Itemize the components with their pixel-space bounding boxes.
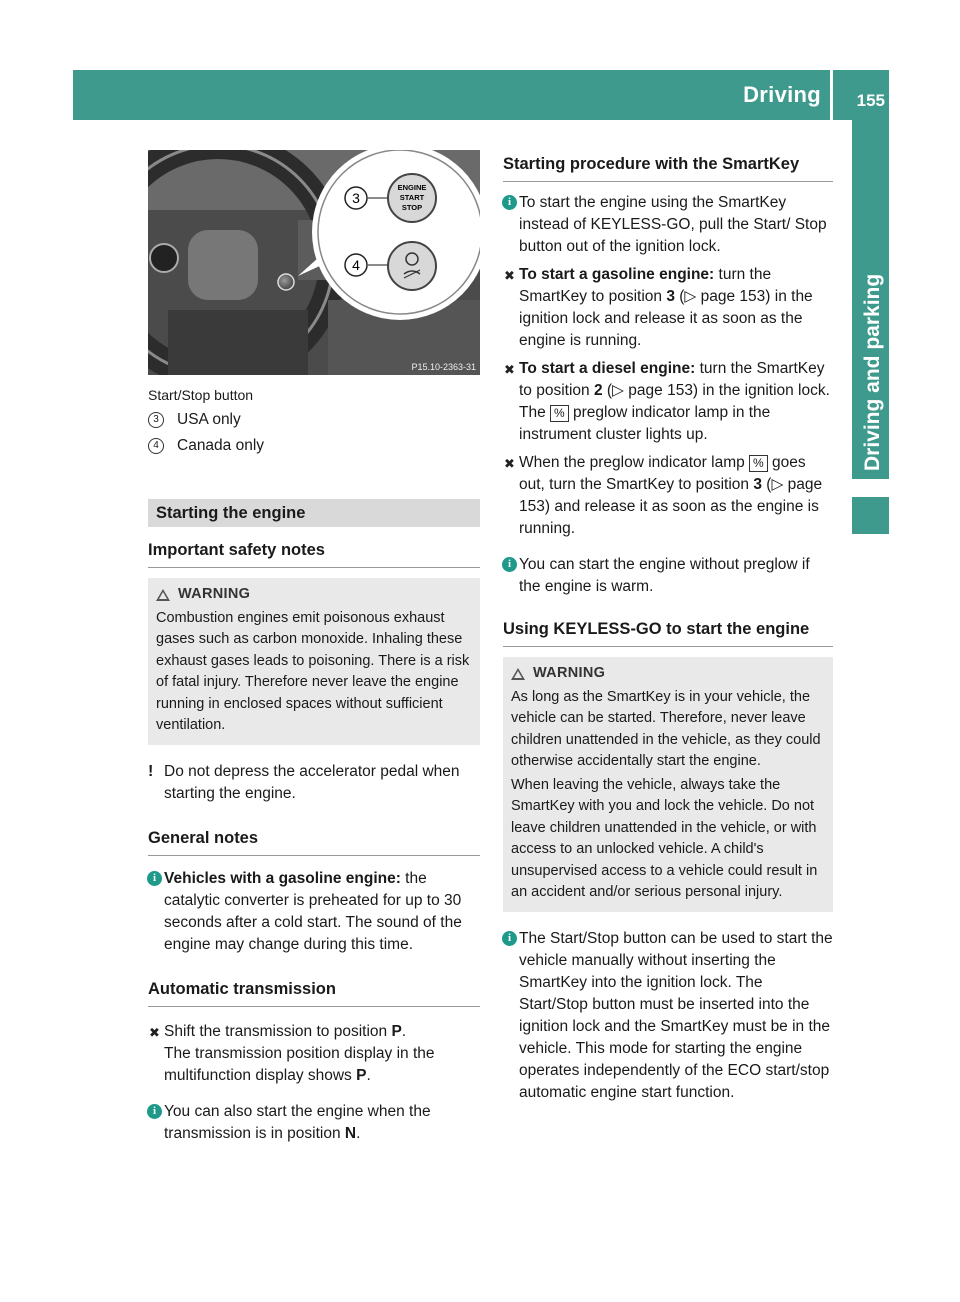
preglow-lamp-icon: %: [749, 455, 768, 472]
step-text: (▷ page 153) in the ignition lock.: [602, 382, 830, 399]
info-icon: i: [147, 1104, 162, 1119]
info-icon: i: [147, 871, 162, 886]
step-text: The transmission position display in the multifunction display shows: [164, 1044, 435, 1084]
button-label-line2: START: [399, 193, 425, 202]
step-bold: To start a diesel engine:: [519, 360, 696, 377]
start-stop-figure: [148, 150, 480, 375]
side-marker: [852, 497, 889, 534]
step-text: The: [519, 404, 551, 421]
preglow-lamp-icon: %: [550, 405, 569, 422]
header-bar: [73, 70, 889, 120]
position-value: 2: [593, 382, 603, 399]
steering-emblem: [150, 244, 178, 272]
info-bold: Vehicles with a gasoline engine:: [164, 869, 401, 887]
section-heading: Starting the engine: [148, 499, 480, 527]
info-paragraph: [503, 554, 833, 598]
exclamation-icon: !: [148, 762, 154, 780]
info-paragraph: [148, 868, 480, 956]
button-label-line3: STOP: [401, 203, 423, 212]
info-paragraph: [503, 192, 833, 258]
subsection-heading: General notes: [148, 827, 480, 856]
info-text: The Start/Stop button can be used to start the vehicle manually without inserting the SmartKey into the ignition lock. The Start/Stop button must be inserted into the ignition lock and the SmartKey must be in the vehicle. This mode for starting the engine operates independently of the ECO start/stop automatic engine start function.: [519, 929, 833, 1101]
warning-triangle-icon: [156, 589, 170, 601]
info-text: You can also start the engine when the transmission is in position: [164, 1102, 431, 1142]
step-text: When the preglow indicator lamp: [519, 454, 750, 471]
subsection-heading: Automatic transmission: [148, 978, 480, 1007]
callout-number: 4: [148, 438, 164, 454]
step-text: (▷ page 153) and release it as soon as the engine is running.: [519, 476, 823, 537]
step-text: turn the SmartKey to position: [519, 360, 825, 399]
subsection-heading: Starting procedure with the SmartKey: [503, 153, 833, 182]
step-paragraph: [148, 1021, 480, 1087]
figure-code: P15.10-2363-31: [411, 362, 476, 372]
step-paragraph: [503, 264, 833, 352]
warning-title: [511, 663, 825, 685]
warning-triangle-icon: [511, 668, 525, 680]
step-paragraph: [503, 358, 833, 446]
info-text: .: [356, 1124, 361, 1142]
callout-number: 3: [148, 412, 164, 428]
position-value: P: [391, 1022, 402, 1040]
note-text: Do not depress the accelerator pedal when starting the engine.: [164, 762, 460, 802]
warning-label: WARNING: [178, 586, 251, 602]
warning-text: Combustion engines emit poisonous exhaust gases such as carbon monoxide. Inhaling these exhaust gases leads to poisoning. There is a risk of fatal injury. Therefore never leave the engine running in enclosed spaces without sufficient ventilation.: [156, 609, 470, 733]
step-text: Shift the transmission to position: [164, 1022, 392, 1040]
step-text: .: [401, 1022, 407, 1040]
note-paragraph: [148, 761, 480, 805]
info-icon: i: [502, 557, 517, 572]
step-marker-icon: ✖: [504, 268, 515, 283]
callout-item: [148, 409, 480, 431]
warning-text: As long as the SmartKey is in your vehicle, the vehicle can be started. Therefore, never leave children unattended in the vehicle, as they could otherwise accidentally start the engine.: [511, 688, 821, 769]
step-text: goes out, turn the SmartKey to position: [519, 454, 806, 493]
callout-item: [148, 435, 480, 457]
warning-label: WARNING: [533, 665, 606, 681]
info-paragraph: [148, 1101, 480, 1145]
subsection-heading: Important safety notes: [148, 539, 480, 568]
callout-text: USA only: [177, 411, 241, 428]
position-value: P: [356, 1066, 367, 1084]
callout-text: Canada only: [177, 437, 265, 454]
button-label-line1: ENGINE: [397, 183, 427, 192]
figure-caption: Start/Stop button: [148, 387, 254, 403]
header-separator: [830, 70, 833, 120]
right-column: [503, 150, 833, 1104]
callout-3-text: 3: [352, 190, 360, 206]
info-paragraph: [503, 928, 833, 1104]
info-text: To start the engine using the SmartKey instead of KEYLESS-GO, pull the Start/ Stop button out of the ignition lock.: [519, 194, 827, 255]
info-icon: i: [502, 931, 517, 946]
step-text: preglow indicator lamp in the instrument cluster lights up.: [519, 404, 771, 443]
position-value: 3: [753, 476, 762, 493]
side-tab: [852, 120, 889, 479]
info-icon: i: [502, 195, 517, 210]
warning-text: When leaving the vehicle, always take the SmartKey with you and lock the vehicle. Do not leave children unattended in the vehicle, or with access to an unlocked vehicle. A child's unsupervised access to a vehicle could result in an accident and/or serious personal injury.: [511, 776, 818, 900]
warning-box: [148, 578, 480, 745]
position-value: N: [344, 1124, 357, 1142]
page-number: 155: [856, 91, 885, 110]
step-paragraph: [503, 452, 833, 540]
start-stop-button-photo: [278, 274, 294, 290]
info-text: the catalytic converter is preheated for up to 30 seconds after a cold start. The sound of the engine may change during this time.: [164, 869, 462, 953]
chapter-title: Driving: [743, 82, 821, 107]
step-text: turn the SmartKey to position: [519, 266, 772, 305]
eco-button: [388, 242, 436, 290]
dashboard-illustration: [148, 150, 480, 375]
callout-4-text: 4: [352, 257, 360, 273]
step-text: (▷ page 153) in the ignition lock and release it as soon as the engine is running.: [519, 288, 813, 349]
warning-title: [156, 584, 472, 606]
step-marker-icon: ✖: [504, 456, 515, 471]
step-marker-icon: ✖: [149, 1024, 160, 1040]
info-text: You can start the engine without preglow if the engine is warm.: [519, 556, 810, 595]
step-marker-icon: ✖: [504, 362, 515, 377]
left-column: [148, 150, 480, 1145]
step-bold: To start a gasoline engine:: [519, 266, 715, 283]
step-text: .: [366, 1066, 371, 1084]
warning-box: [503, 657, 833, 912]
subsection-heading: Using KEYLESS-GO to start the engine: [503, 618, 833, 647]
position-value: 3: [666, 288, 675, 305]
side-tab-label: Driving and parking: [861, 273, 884, 471]
